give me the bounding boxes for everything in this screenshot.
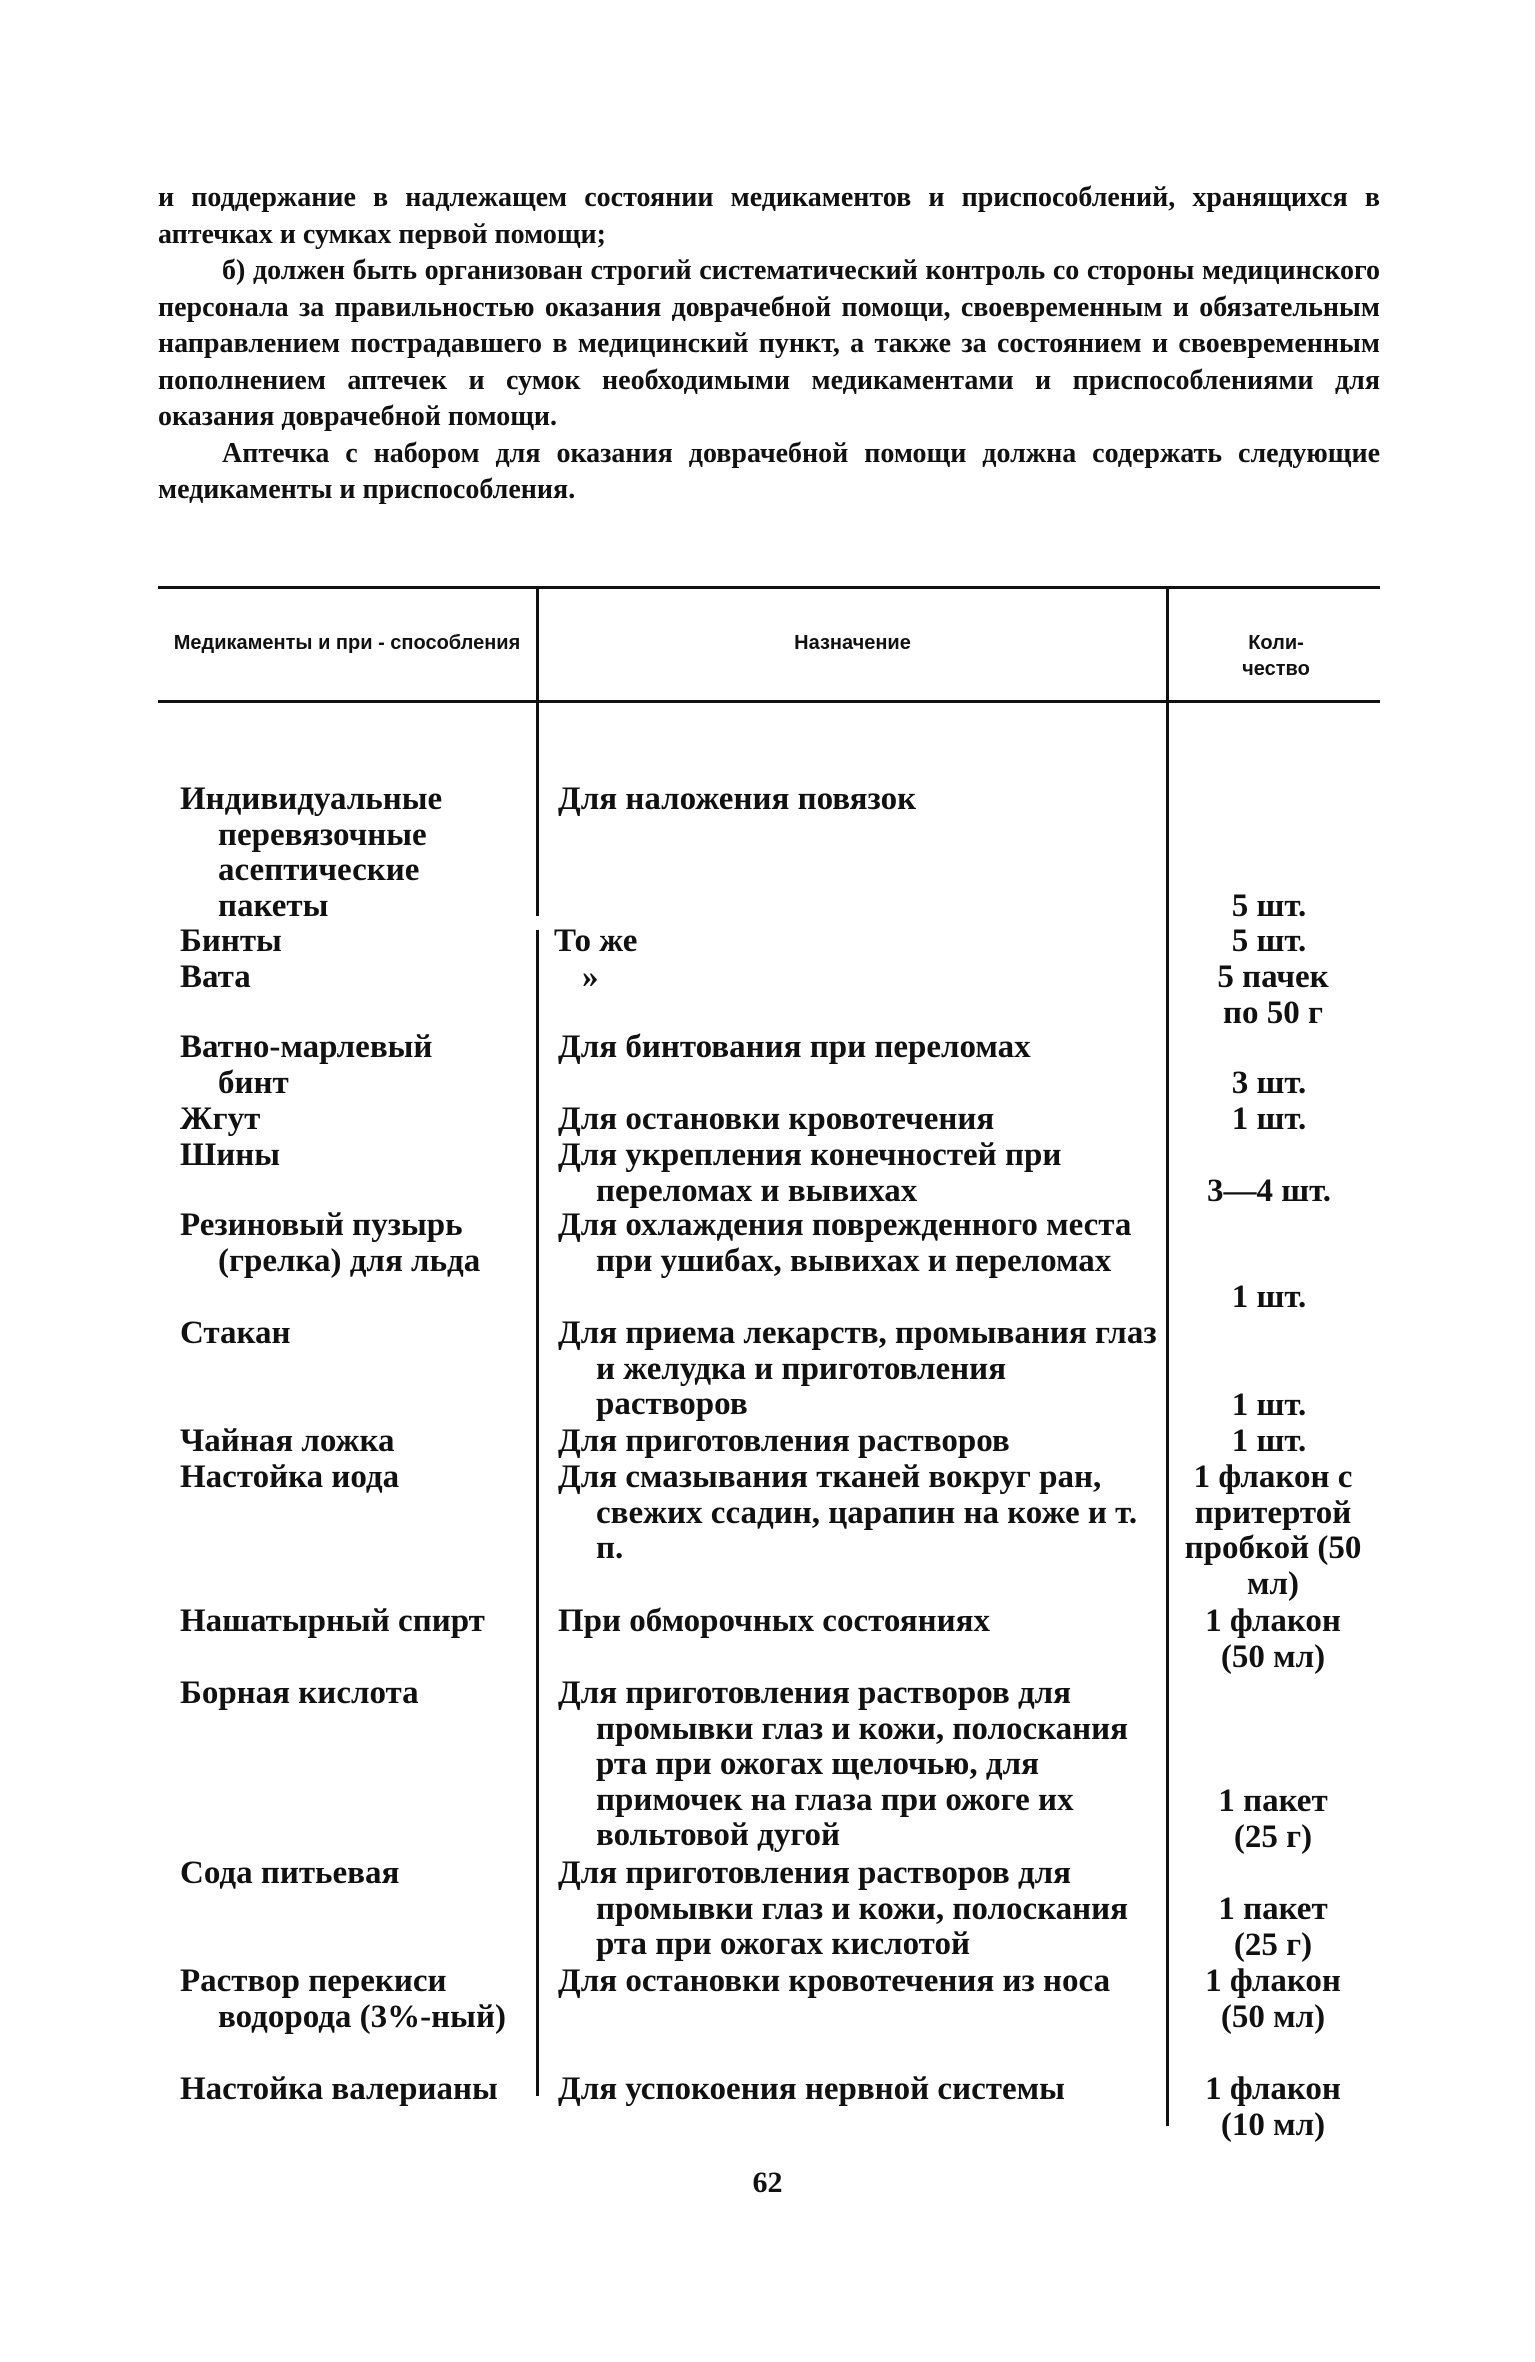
row-item: Бинты: [180, 923, 282, 959]
row-item: Вата: [180, 959, 251, 995]
first-aid-kit-table: [158, 586, 1380, 2143]
row-purpose: То же: [554, 923, 638, 959]
row-purpose: Для наложения повязок: [558, 781, 917, 817]
row-quantity: 1 флакон с притертой пробкой (50 мл): [1184, 1459, 1362, 1602]
row-item: Жгут: [180, 1101, 261, 1137]
intro-paragraph-1: и поддержание в надлежащем состоянии медикаментов и приспособлений, хранящихся в аптечках и сумках первой помощи;: [158, 182, 1380, 250]
row-quantity: 3—4 шт.: [1206, 1173, 1332, 1209]
row-quantity: 1 шт.: [1231, 1423, 1307, 1459]
row-purpose: Для бинтования при переломах: [558, 1029, 1031, 1065]
table-top-rule: [158, 586, 1380, 589]
row-purpose: Для приготовления растворов для промывки глаз и кожи, полоскания рта при ожогах кислотой: [558, 1855, 1129, 1962]
header-quantity: Коли- чество: [1242, 632, 1310, 680]
row-item: Борная кислота: [180, 1675, 419, 1711]
row-quantity: 3 шт.: [1231, 1065, 1307, 1101]
row-quantity: 1 пакет (25 г): [1218, 1891, 1328, 1963]
row-purpose: »: [582, 959, 599, 995]
row-quantity: 1 шт.: [1231, 1387, 1307, 1423]
row-item: Ватно-марлевый бинт: [180, 1029, 433, 1101]
row-purpose: Для приготовления растворов: [558, 1423, 1010, 1459]
row-purpose: Для приема лекарств, промывания глаз и желудка и приготовления растворов: [558, 1315, 1157, 1422]
row-quantity: 1 шт.: [1231, 1101, 1307, 1137]
row-purpose: Для приготовления растворов для промывки глаз и кожи, полоскания рта при ожогах щелочью, для примочек на глаза при ожоге их вольтовой дугой: [558, 1675, 1129, 1853]
row-item: Чайная ложка: [180, 1423, 395, 1459]
row-quantity: 5 пачек по 50 г: [1217, 959, 1329, 1031]
row-purpose: Для охлаждения поврежденного места при ушибах, вывихах и переломах: [558, 1207, 1132, 1279]
row-purpose: Для остановки кровотечения из носа: [558, 1963, 1111, 1999]
row-purpose: Для смазывания тканей вокруг ран, свежих ссадин, царапин на коже и т. п.: [558, 1459, 1138, 1566]
page-number: 62: [752, 2166, 783, 2199]
header-bottom-rule: [158, 700, 1380, 703]
row-purpose: Для остановки кровотечения: [558, 1101, 995, 1137]
header-items: Медикаменты и при - способления: [173, 632, 521, 654]
row-purpose: Для укрепления конечностей при переломах и вывихах: [558, 1137, 1062, 1209]
header-purpose: Назначение: [794, 632, 911, 654]
row-item: Резиновый пузырь (грелка) для льда: [180, 1207, 481, 1279]
row-purpose: При обморочных состояниях: [558, 1603, 990, 1639]
row-quantity: 1 флакон (50 мл): [1205, 1963, 1341, 2035]
row-item: Индивидуальные перевязочные асептические пакеты: [180, 781, 443, 924]
row-item: Шины: [180, 1137, 281, 1173]
row-quantity: 1 флакон (50 мл): [1205, 1603, 1341, 1675]
row-quantity: 5 шт.: [1231, 923, 1307, 959]
row-quantity: 1 флакон (10 мл): [1205, 2071, 1341, 2143]
row-item: Настойка иода: [180, 1459, 400, 1495]
row-quantity: 1 шт.: [1231, 1279, 1307, 1315]
row-item: Нашатырный спирт: [180, 1603, 485, 1639]
intro-text: [158, 180, 1380, 509]
row-item: Раствор перекиси водорода (3%-ный): [180, 1963, 506, 2035]
row-item: Сода питьевая: [180, 1855, 400, 1891]
row-quantity: 5 шт.: [1231, 888, 1307, 924]
row-item: Настойка валерианы: [180, 2071, 498, 2107]
row-quantity: 1 пакет (25 г): [1218, 1783, 1328, 1855]
row-purpose: Для успокоения нервной системы: [558, 2071, 1065, 2107]
intro-paragraph-3: Аптечка с набором для оказания доврачебной помощи должна содержать следующие медикаменты и приспособления.: [158, 437, 1380, 505]
row-item: Стакан: [180, 1315, 291, 1351]
intro-paragraph-2: б) должен быть организован строгий систематический контроль со стороны медицинского персонала за правильностью оказания доврачебной помощи, своевременным и обязательным направлением пострадавшего в медицинский пункт, а также за состоянием и своевременным пополнением аптечек и сумок необходимыми медикаментами и приспособлениями для оказания доврачебной помощи.: [158, 255, 1380, 432]
